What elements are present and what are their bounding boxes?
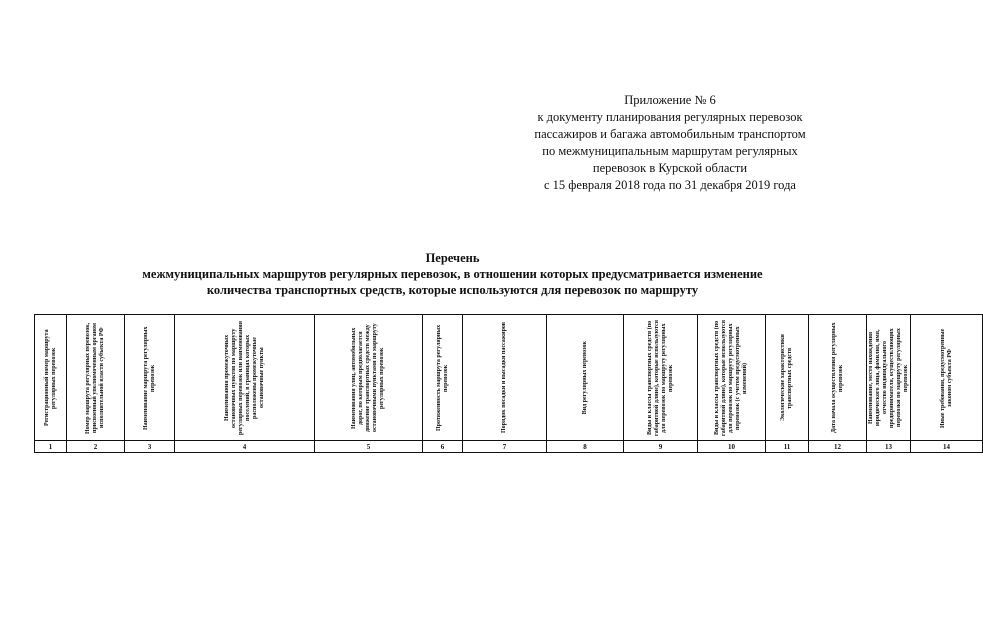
column-header [547, 315, 624, 441]
column-header [809, 315, 867, 441]
appendix-line: Приложение № 6 [624, 93, 716, 107]
column-header-text: Номер маршрута регулярных перевозок, присвоенный уполномоченным органом исполнительной власти субъекта РФ [85, 321, 105, 434]
column-number: 2 [67, 441, 125, 453]
column-number-row [35, 441, 983, 453]
column-number: 12 [809, 441, 867, 453]
column-number: 7 [463, 441, 547, 453]
column-header [698, 315, 766, 441]
column-header-text: Наименование, место нахождения юридического лица, фамилия, имя, отчество индивидуального предпринимателя, осуществляющих перевозки по маршруту регулярных перевозок [867, 327, 909, 428]
appendix-line: по межмуниципальным маршрутам регулярных [542, 144, 798, 158]
table-header-row [35, 315, 983, 441]
column-number: 13 [867, 441, 911, 453]
column-header [463, 315, 547, 441]
appendix-line: с 15 февраля 2018 года по 31 декабря 2019 года [544, 178, 796, 192]
column-header-text: Дата начала осуществления регулярных перевозок [830, 322, 844, 433]
column-header [175, 315, 315, 441]
column-number: 3 [125, 441, 175, 453]
document-title: Перечень [425, 251, 480, 265]
appendix-line: к документу планирования регулярных перевозок [537, 110, 803, 124]
column-header-text: Порядок посадки и высадки пассажиров [501, 321, 507, 434]
column-header [35, 315, 67, 441]
column-number: 6 [423, 441, 463, 453]
routes-table [34, 314, 983, 453]
column-header [423, 315, 463, 441]
column-header-text: Вид регулярных перевозок [581, 340, 588, 415]
column-header-text: Иные требования, предусмотренные законом субъекта РФ [939, 327, 953, 428]
document-subtitle-line: количества транспортных средств, которые используются для перевозок по маршруту [206, 283, 699, 297]
column-header-text: Наименования улиц, автомобильных дорог, по которым предполагается движение транспортных средств между остановочными пунктами по маршруту регулярных перевозок [351, 323, 385, 432]
column-header-text: Наименование маршрута регулярных перевозок [142, 325, 156, 430]
column-header [125, 315, 175, 441]
column-number: 11 [766, 441, 809, 453]
column-header [624, 315, 698, 441]
column-number: 10 [698, 441, 766, 453]
column-header-text: Виды и классы транспортных средств (по габаритной длине), которые используются для перевозок по маршруту регулярных перевозок [646, 319, 674, 436]
column-number: 4 [175, 441, 315, 453]
document-heading [0, 250, 905, 298]
column-number: 8 [547, 441, 624, 453]
column-header-text: Наименования промежуточных остановочных пунктов по маршруту регулярных перевозок или наименования поселений, в границах которых расположены промежуточные остановочные пункты [223, 320, 265, 435]
column-header-text: Виды и классы транспортных средств (по габаритной длине), которые используются для перевозок по маршруту регулярных перевозок (с учетом предусмотренных изменений) [714, 319, 748, 436]
column-header [911, 315, 983, 441]
column-number: 5 [315, 441, 423, 453]
column-header [766, 315, 809, 441]
document-subtitle-line: межмуниципальных маршрутов регулярных перевозок, в отношении которых предусматривается изменение [142, 267, 763, 281]
column-number: 9 [624, 441, 698, 453]
column-header [315, 315, 423, 441]
appendix-line: перевозок в Курской области [592, 161, 748, 175]
column-header-text: Регистрационный номер маршрута регулярных перевозок [43, 329, 57, 426]
appendix-block [490, 92, 850, 194]
appendix-line: пассажиров и багажа автомобильным транспортом [534, 127, 806, 141]
column-number: 1 [35, 441, 67, 453]
column-header-text: Экологические характеристики транспортных средств [780, 334, 793, 421]
column-header [67, 315, 125, 441]
column-number: 14 [911, 441, 983, 453]
column-header [867, 315, 911, 441]
column-header-text: Протяженность маршрута регулярных перевозок [435, 324, 449, 431]
